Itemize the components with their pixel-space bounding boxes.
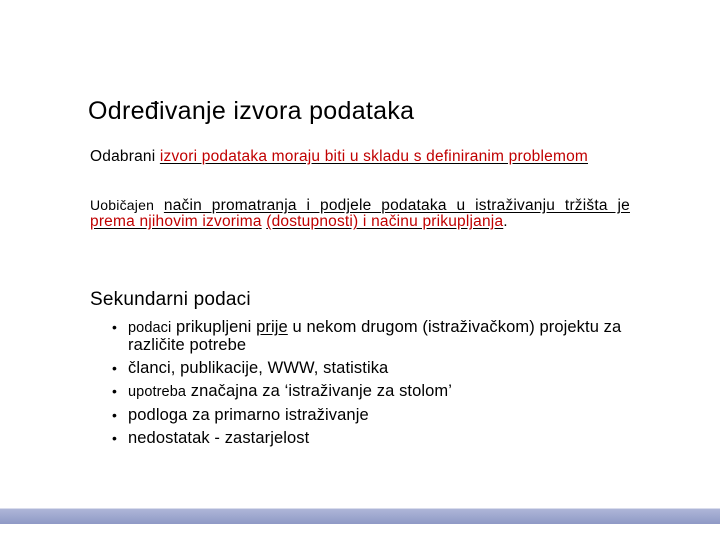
bullet-item: [112, 430, 652, 447]
slide-title: Određivanje izvora podataka: [88, 97, 415, 125]
bullet-1-prije: prije: [256, 318, 288, 336]
footer-band: [0, 508, 720, 525]
bullet-item: [112, 383, 652, 401]
paragraph-sources: [90, 149, 630, 165]
bullet-5-text: nedostatak - zastarjelost: [128, 428, 310, 447]
bullet-icon: •: [112, 429, 118, 446]
bullet-3-small: upotreba: [128, 383, 187, 400]
bullet-icon: •: [112, 359, 118, 376]
bullet-2-text: članci, publikacije, WWW, statistika: [128, 358, 389, 377]
bullet-icon: •: [112, 406, 118, 423]
bullet-4-text: podloga za primarno istraživanje: [128, 405, 369, 424]
bullet-item: [112, 319, 652, 353]
bullet-list: [112, 319, 652, 453]
bullet-1-part: prikupljeni: [176, 318, 252, 336]
paragraph-sources-emphasis: izvori podataka moraju biti u skladu s definiranim problemom: [159, 148, 588, 165]
bullet-item: [112, 407, 652, 424]
bullet-item: [112, 360, 652, 377]
paragraph-division-end: .: [503, 213, 508, 230]
paragraph-sources-plain: Odabrani: [90, 148, 156, 165]
paragraph-division: [90, 197, 630, 230]
footer-band-light: [0, 524, 720, 540]
bullet-3-rest: značajna za ‘istraživanje za stolom’: [190, 381, 453, 400]
bullet-icon: •: [112, 382, 118, 399]
section-heading-secondary-data: Sekundarni podaci: [90, 289, 251, 310]
bullet-1-rest: u nekom drugom (istraživačkom) projektu za različite potrebe: [128, 318, 622, 354]
paragraph-division-lead: Uobičajen: [90, 197, 155, 213]
bullet-icon: •: [112, 319, 118, 335]
bullet-1-small: podaci: [128, 320, 172, 336]
paragraph-division-part3: (dostupnosti) i načinu prikupljanja: [266, 213, 504, 230]
paragraph-division-part1: način promatranja i podjele podataka u istraživanju tržišta je: [163, 197, 630, 214]
paragraph-division-part2: prema njihovim izvorima: [90, 213, 262, 230]
